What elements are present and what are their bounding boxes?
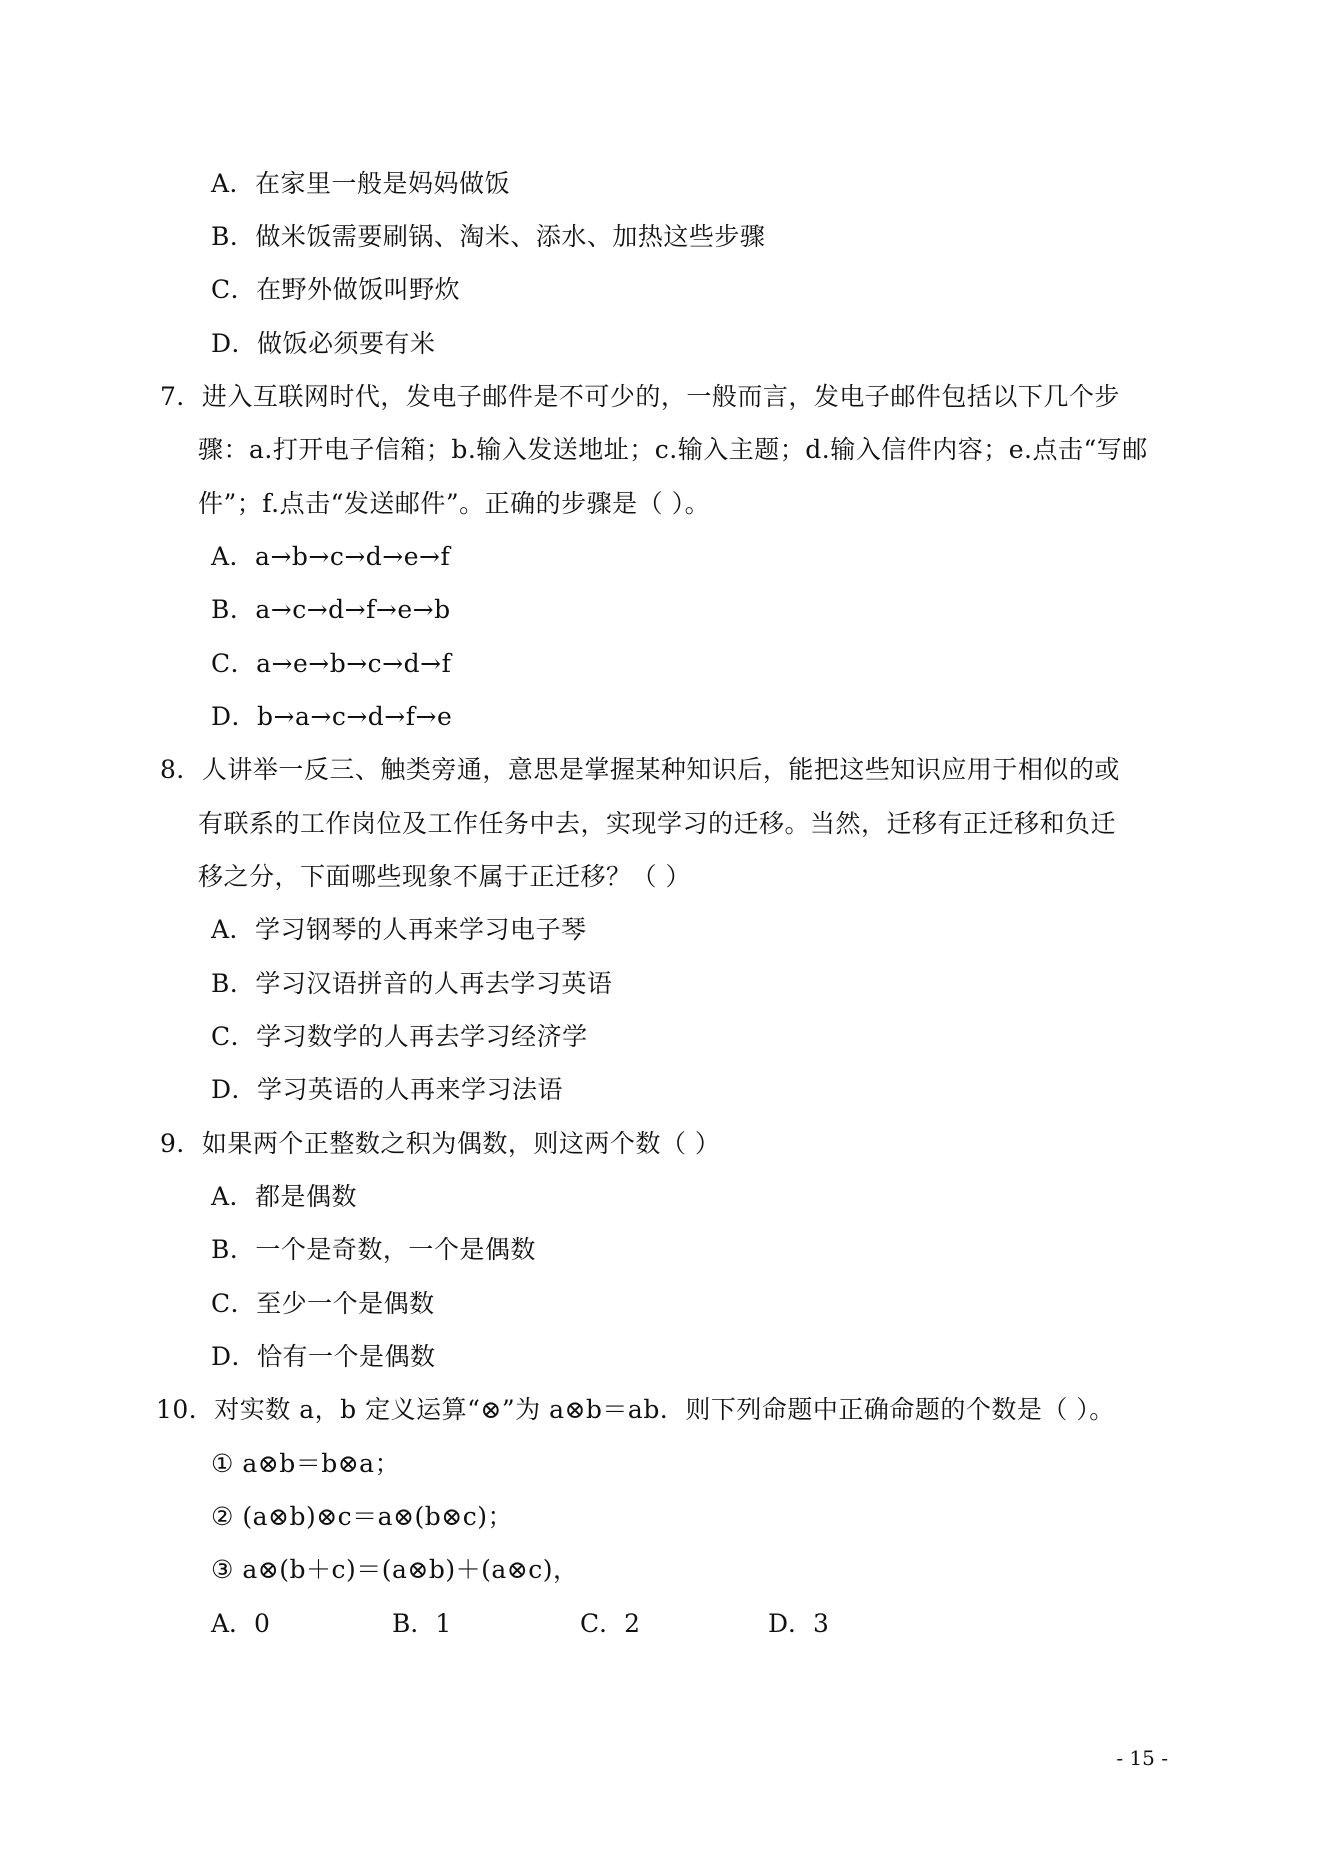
q10-option-a: A．0	[211, 1609, 270, 1638]
q10-option-c: C．2	[580, 1609, 641, 1638]
q9-option-b: B．一个是奇数，一个是偶数	[211, 1235, 536, 1264]
q10-option-d: D．3	[768, 1609, 829, 1638]
q8-stem-line-1: 8．人讲举一反三、触类旁通，意思是掌握某种知识后，能把这些知识应用于相似的或	[160, 755, 1120, 784]
q6-option-b: B．做米饭需要刷锅、淘米、添水、加热这些步骤	[211, 222, 766, 251]
q10-stem: 10．对实数 a，b 定义运算“⊗”为 a⊗b＝ab．则下列命题中正确命题的个数是（ ）。	[156, 1395, 1115, 1424]
page-number: - 15 -	[1116, 1746, 1168, 1770]
q6-option-d: D．做饭必须要有米	[211, 329, 436, 358]
q8-stem-line-3: 移之分，下面哪些现象不属于正迁移？（ ）	[198, 862, 691, 891]
q7-stem-line-2: 骤：a.打开电子信箱；b.输入发送地址；c.输入主题；d.输入信件内容；e.点击“写邮	[198, 435, 1148, 464]
q7-option-a: A．a→b→c→d→e→f	[211, 542, 451, 571]
q8-option-c: C．学习数学的人再去学习经济学	[211, 1022, 588, 1051]
q7-stem-line-1: 7．进入互联网时代，发电子邮件是不可少的，一般而言，发电子邮件包括以下几个步	[160, 382, 1120, 411]
q10-option-b: B．1	[392, 1609, 452, 1638]
q7-option-b: B．a→c→d→f→e→b	[211, 595, 451, 624]
q9-stem: 9．如果两个正整数之积为偶数，则这两个数（ ）	[160, 1129, 721, 1158]
q8-option-d: D．学习英语的人再来学习法语	[211, 1075, 564, 1104]
q10-statement-2: ② (a⊗b)⊗c＝a⊗(b⊗c)；	[211, 1502, 513, 1531]
q7-option-d: D．b→a→c→d→f→e	[211, 702, 453, 731]
q10-statement-3: ③ a⊗(b＋c)＝(a⊗b)＋(a⊗c)，	[211, 1555, 579, 1584]
q8-option-b: B．学习汉语拼音的人再去学习英语	[211, 969, 613, 998]
q7-option-c: C．a→e→b→c→d→f	[211, 649, 452, 678]
q8-stem-line-2: 有联系的工作岗位及工作任务中去，实现学习的迁移。当然，迁移有正迁移和负迁	[198, 809, 1117, 838]
q6-option-c: C．在野外做饭叫野炊	[211, 275, 461, 304]
q9-option-a: A．都是偶数	[211, 1182, 358, 1211]
q10-statement-1: ① a⊗b＝b⊗a；	[211, 1449, 401, 1478]
q8-option-a: A．学习钢琴的人再来学习电子琴	[211, 915, 587, 944]
q6-option-a: A．在家里一般是妈妈做饭	[211, 169, 511, 198]
q9-option-d: D．恰有一个是偶数	[211, 1342, 436, 1371]
q9-option-c: C．至少一个是偶数	[211, 1289, 435, 1318]
q7-stem-line-3: 件”；f.点击“发送邮件”。正确的步骤是（ ）。	[198, 489, 711, 518]
